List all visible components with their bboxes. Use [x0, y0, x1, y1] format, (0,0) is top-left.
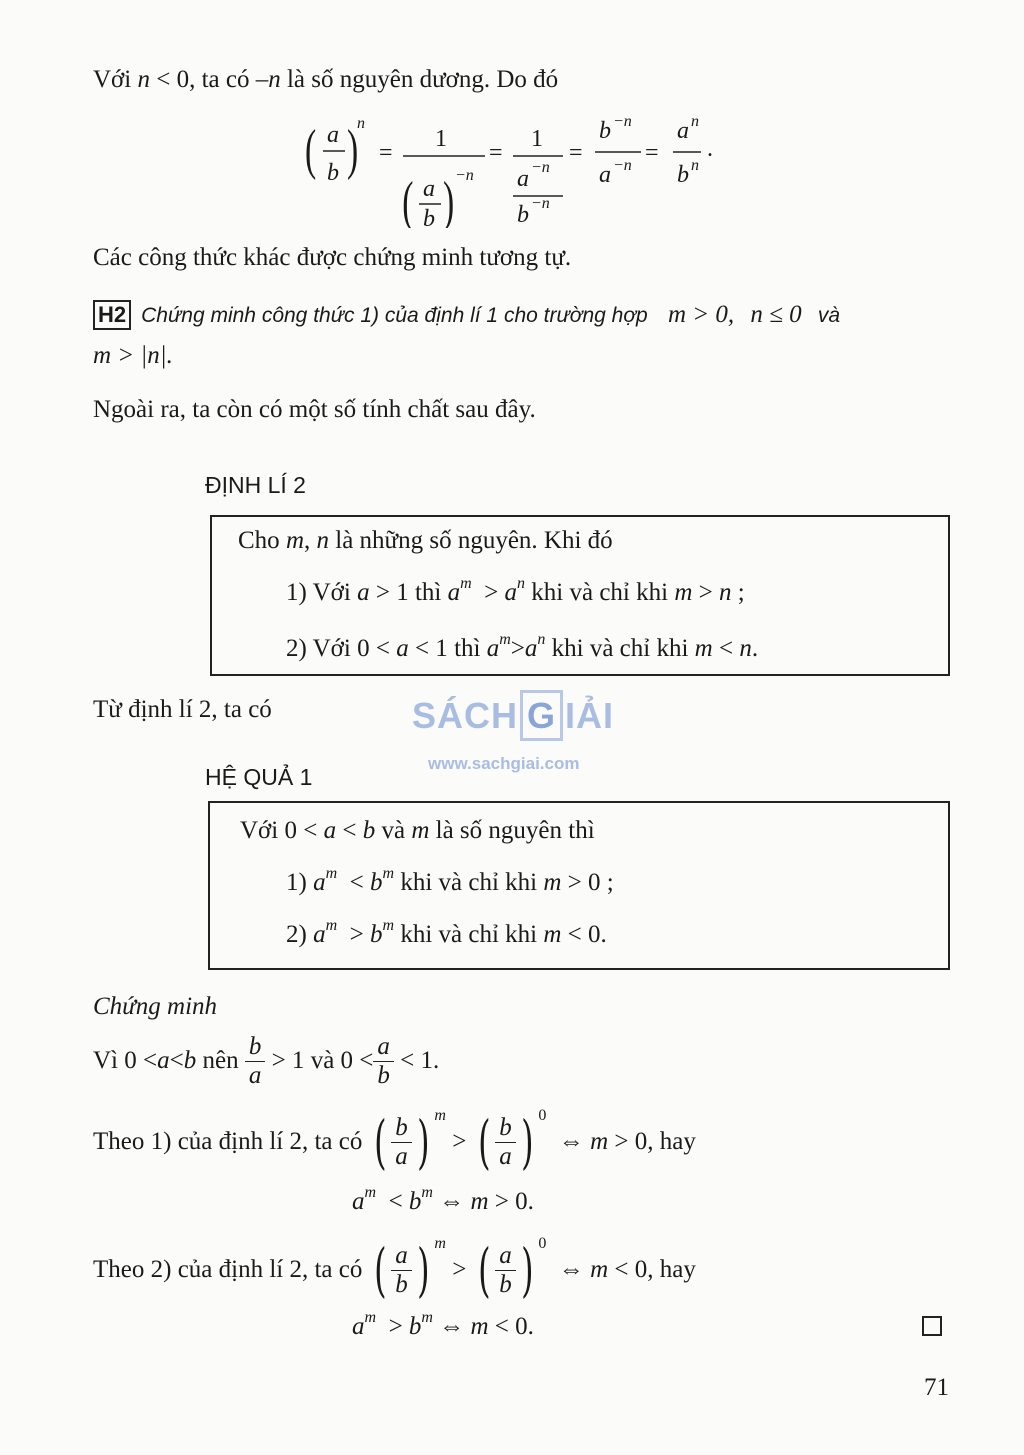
- svg-text:=: =: [379, 140, 393, 166]
- proof-line2: Theo 1) của định lí 2, ta có ( $\frac{b}{a}$ ) $^m$ > ( $\frac{b}{a}$ ) $^0$ ⇔ m > 0, hay: [93, 1107, 696, 1176]
- svg-text:−n: −n: [613, 113, 632, 130]
- proof-line3-prefix: Theo 2) của định lí 2, ta có: [93, 1256, 363, 1283]
- proof-line1-and: và: [310, 1047, 335, 1074]
- theorem2-item2-tail: khi và chỉ khi: [551, 635, 689, 662]
- h2-exercise: [93, 300, 840, 330]
- corollary1-item1-tail: khi và chỉ khi: [400, 869, 538, 896]
- svg-text:a: a: [677, 118, 689, 144]
- corollary1-heading: HỆ QUẢ 1: [205, 764, 313, 790]
- svg-text:(: (: [402, 170, 414, 228]
- h2-cond1: m > 0,: [667, 301, 735, 328]
- svg-text:−n: −n: [455, 167, 474, 184]
- theorem2-item1-mid: thì: [414, 579, 442, 606]
- svg-text:b: b: [599, 118, 611, 144]
- svg-text:−n: −n: [613, 157, 632, 174]
- proof-line3: Theo 2) của định lí 2, ta có ( $\frac{a}{b}$ ) $^m$ > ( $\frac{a}{b}$ ) $^0$ ⇔ m < 0, hay: [93, 1235, 696, 1304]
- watermark-right: IẢI: [565, 695, 615, 736]
- corollary1-item2-tail: khi và chỉ khi: [400, 921, 538, 948]
- watermark-url: www.sachgiai.com: [428, 754, 580, 773]
- svg-text:b: b: [677, 162, 689, 188]
- svg-text:=: =: [645, 140, 659, 166]
- formula-svg: [305, 108, 735, 228]
- corollary1-item1: 1) $a^m < b^m$ khi và chỉ khi m > 0 ;: [286, 865, 614, 896]
- svg-text:(: (: [305, 118, 317, 181]
- proof-line1-mid: nên: [202, 1047, 239, 1074]
- corollary1-lead: Với 0 < a < b và m là số nguyên thì: [240, 817, 595, 844]
- proof-line2-hay: hay: [659, 1128, 696, 1155]
- corollary1-item2: 2) $a^m > b^m$ khi và chỉ khi m < 0.: [286, 917, 607, 948]
- theorem2-item2: 2) Với 0 < a < 1 thì $a^m>a^n$ khi và chỉ khi m < n.: [286, 631, 759, 662]
- svg-text:n: n: [357, 115, 365, 132]
- svg-text:n: n: [691, 157, 699, 174]
- theorem2-item2-prefix: 2) Với: [286, 635, 351, 662]
- h2-and: và: [817, 304, 841, 327]
- proof-line2-result: $a^m < b^m$ ⇔ m > 0.: [352, 1184, 534, 1215]
- svg-text:a: a: [423, 176, 435, 202]
- qed-square-icon: [922, 1316, 942, 1336]
- frac-a-over-b: $\frac{a}{b}$: [373, 1033, 394, 1090]
- proof-line1-prefix: Vì: [93, 1047, 118, 1074]
- svg-text:): ): [347, 118, 359, 181]
- intro-line: Với n < 0, ta có –n là số nguyên dương. Do đó: [93, 66, 559, 93]
- h2-cond2: n ≤ 0: [750, 301, 802, 328]
- frac-b-over-a: $\frac{b}{a}$: [245, 1033, 266, 1090]
- h2-tag: H2: [93, 300, 131, 330]
- theorem2-box: [210, 515, 950, 676]
- h2-cond3: m > |n|.: [93, 342, 173, 369]
- proof-heading: Chứng minh: [93, 993, 218, 1020]
- theorem2-lead-prefix: Cho: [238, 527, 280, 554]
- intro-mid: , ta có: [189, 66, 250, 93]
- theorem2-heading: ĐỊNH LÍ 2: [205, 472, 306, 498]
- theorem2-lead: Cho m, n là những số nguyên. Khi đó: [238, 527, 613, 554]
- theorem2-lead-text: là những số nguyên. Khi đó: [335, 527, 613, 554]
- extra-line: Ngoài ra, ta còn có một số tính chất sau đây.: [93, 396, 536, 423]
- corollary1-box: [208, 801, 950, 970]
- svg-text:−n: −n: [531, 195, 550, 212]
- svg-text:−n: −n: [531, 159, 550, 176]
- proof-line2-prefix: Theo 1) của định lí 2, ta có: [93, 1128, 363, 1155]
- corollary1-lead-prefix: Với: [240, 817, 279, 844]
- proof-line3-result: $a^m > b^m$ ⇔ m < 0.: [352, 1309, 534, 1340]
- svg-text:=: =: [489, 140, 503, 166]
- svg-text:b: b: [423, 206, 435, 228]
- svg-text:a: a: [599, 162, 611, 188]
- svg-text:n: n: [691, 113, 699, 130]
- proof-line1: Vì 0 < a < b nên $\frac{b}{a}$ > 1 và 0 < $\frac{a}{b}$ < 1.: [93, 1032, 440, 1089]
- corollary1-lead-mid: và: [381, 817, 406, 844]
- theorem2-item1-tail: khi và chỉ khi: [531, 579, 669, 606]
- svg-text:=: =: [569, 140, 583, 166]
- proof-line3-hay: hay: [659, 1256, 696, 1283]
- intro-tail: là số nguyên dương. Do đó: [286, 66, 559, 93]
- watermark-g: G: [520, 690, 563, 741]
- theorem2-item1: 1) Với a > 1 thì $a^m > a^n$ khi và chỉ khi m > n ;: [286, 575, 745, 606]
- corollary1-lead-tail: là số nguyên thì: [435, 817, 595, 844]
- svg-text:1: 1: [531, 126, 543, 152]
- svg-text:.: .: [707, 136, 713, 162]
- svg-text:a: a: [327, 122, 339, 148]
- corollary1-item2-prefix: 2): [286, 921, 307, 948]
- watermark-logo: [412, 695, 614, 737]
- theorem2-item1-prefix: 1) Với: [286, 579, 351, 606]
- from-theorem-line: Từ định lí 2, ta có: [93, 696, 272, 723]
- theorem2-item2-mid: thì: [454, 635, 481, 662]
- watermark-left: SÁCH: [412, 695, 519, 736]
- svg-text:a: a: [517, 166, 529, 192]
- closing-line: Các công thức khác được chứng minh tương tự.: [93, 244, 572, 271]
- h2-text: Chứng minh công thức 1) của định lí 1 cho trường hợp: [141, 304, 648, 327]
- page-number: 71: [924, 1374, 949, 1401]
- svg-text:): ): [443, 170, 455, 228]
- corollary1-item1-prefix: 1): [286, 869, 307, 896]
- svg-text:b: b: [327, 160, 339, 186]
- svg-text:1: 1: [435, 126, 447, 152]
- intro-prefix: Với: [93, 66, 132, 93]
- formula-power-negative: [305, 108, 735, 228]
- svg-text:b: b: [517, 202, 529, 228]
